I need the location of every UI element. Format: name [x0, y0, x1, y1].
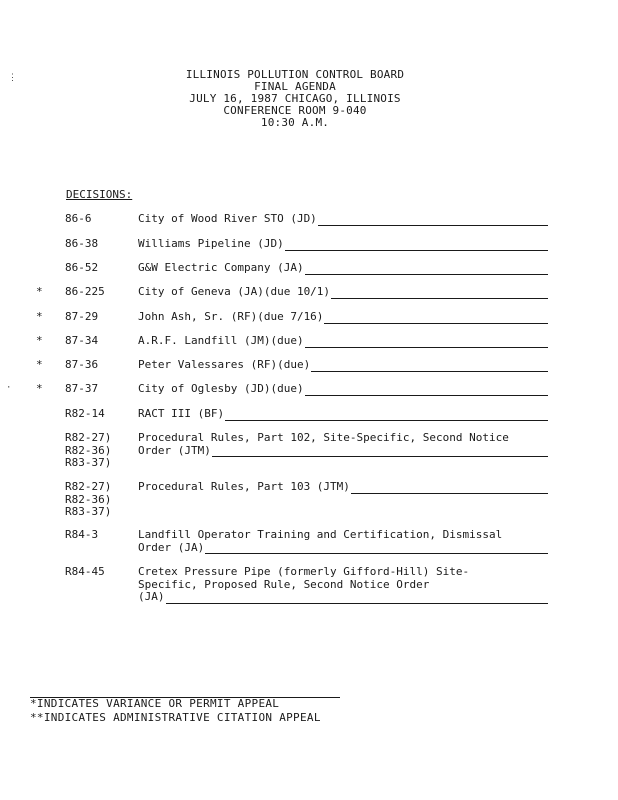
appeal-marker: * [36, 358, 43, 371]
underline-rule [305, 337, 548, 348]
underline-rule [351, 483, 548, 494]
underline-rule [305, 385, 548, 396]
description-text: Williams Pipeline (JD) [138, 237, 284, 250]
underline-rule [324, 313, 548, 324]
description-text: Cretex Pressure Pipe (formerly Gifford-Hill) Site- [138, 565, 470, 578]
docket-number [65, 566, 105, 579]
docket-number [65, 335, 98, 348]
underline-rule [205, 543, 548, 554]
description-text: Procedural Rules, Part 102, Site-Specific, Second Notice [138, 431, 509, 444]
description-text: A.R.F. Landfill (JM)(due) [138, 334, 304, 347]
docket-line: R84-45 [65, 565, 105, 578]
item-description [138, 408, 548, 421]
underline-rule [285, 240, 548, 251]
description-line [138, 383, 548, 396]
docket-number [65, 432, 111, 470]
description-line [138, 335, 548, 348]
item-description [138, 359, 548, 372]
item-description [138, 529, 548, 554]
docket-number [65, 262, 98, 275]
docket-line: 87-37 [65, 382, 99, 395]
description-line [138, 262, 548, 275]
docket-number [65, 359, 98, 372]
docket-line: R82-27) [65, 480, 112, 493]
meeting-time: 10:30 A.M. [260, 116, 330, 129]
description-line [138, 359, 548, 372]
item-description [138, 262, 548, 275]
item-description [138, 335, 548, 348]
description-line [138, 591, 548, 604]
appeal-marker: * [36, 334, 43, 347]
description-text: Landfill Operator Training and Certification, Dismissal [138, 528, 503, 541]
description-text: John Ash, Sr. (RF)(due 7/16) [138, 310, 324, 323]
docket-line: R82-36) [65, 492, 112, 506]
description-line [138, 213, 548, 226]
description-line [138, 529, 548, 542]
docket-line: 87-29 [65, 310, 99, 323]
item-description [138, 238, 548, 251]
description-line [138, 542, 548, 555]
description-text: City of Oglesby (JD)(due) [138, 382, 304, 395]
description-text: Order (JA) [138, 540, 205, 554]
item-description [138, 566, 548, 604]
docket-number [65, 286, 105, 299]
docket-number [65, 481, 111, 519]
underline-rule [331, 288, 548, 299]
item-description [138, 481, 548, 494]
description-text: G&W Electric Company (JA) [138, 261, 304, 274]
description-text: City of Geneva (JA)(due 10/1) [138, 285, 331, 298]
item-description [138, 383, 548, 396]
docket-number [65, 311, 98, 324]
docket-number [65, 238, 98, 251]
description-text: Specific, Proposed Rule, Second Notice Order [138, 577, 430, 591]
underline-rule [311, 361, 548, 372]
docket-line: R83-37) [65, 505, 112, 518]
description-text: City of Wood River STO (JD) [138, 212, 317, 225]
footnote-variance: *INDICATES VARIANCE OR PERMIT APPEAL [30, 697, 280, 710]
agenda-type: FINAL AGENDA [254, 80, 336, 93]
docket-line: R82-14 [65, 407, 105, 420]
docket-line: 86-225 [65, 285, 105, 298]
docket-line: 86-6 [65, 212, 92, 225]
underline-rule [305, 264, 548, 275]
description-line [138, 481, 548, 494]
date-location: JULY 16, 1987 CHICAGO, ILLINOIS [189, 92, 401, 105]
description-text: Procedural Rules, Part 103 (JTM) [138, 480, 350, 493]
item-description [138, 432, 548, 457]
description-line [138, 286, 548, 299]
docket-line: R83-37) [65, 456, 112, 469]
item-description [138, 213, 548, 226]
underline-rule [212, 446, 548, 457]
appeal-marker: * [36, 285, 43, 298]
scan-mark: · [6, 383, 12, 393]
description-line [138, 238, 548, 251]
scan-mark: ⋮ [8, 73, 17, 83]
docket-line: 86-52 [65, 261, 99, 274]
description-text: Peter Valessares (RF)(due) [138, 358, 311, 371]
description-line [138, 408, 548, 421]
docket-number [65, 213, 92, 226]
underline-rule [166, 593, 549, 604]
underline-rule [318, 215, 548, 226]
docket-number [65, 383, 98, 396]
docket-line: 87-36 [65, 358, 99, 371]
section-title: DECISIONS: [66, 188, 133, 201]
docket-line: R82-27) [65, 431, 112, 444]
docket-line: 86-38 [65, 237, 99, 250]
docket-line: 87-34 [65, 334, 99, 347]
description-text: (JA) [138, 590, 165, 603]
underline-rule [225, 410, 548, 421]
room: CONFERENCE ROOM 9-040 [223, 104, 367, 117]
description-text: RACT III (BF) [138, 407, 225, 420]
appeal-marker: * [36, 310, 43, 323]
item-description [138, 311, 548, 324]
description-line [138, 311, 548, 324]
footnote-citation: **INDICATES ADMINISTRATIVE CITATION APPEAL [30, 711, 321, 724]
docket-line: R84-3 [65, 528, 99, 541]
docket-number [65, 529, 98, 542]
item-description [138, 286, 548, 299]
description-line [138, 579, 548, 592]
description-text: Order (JTM) [138, 443, 211, 457]
appeal-marker: * [36, 382, 43, 395]
description-line [138, 445, 548, 458]
docket-number [65, 408, 105, 421]
description-line [138, 432, 548, 445]
docket-line: R82-36) [65, 443, 112, 457]
board-name: ILLINOIS POLLUTION CONTROL BOARD [185, 68, 405, 81]
